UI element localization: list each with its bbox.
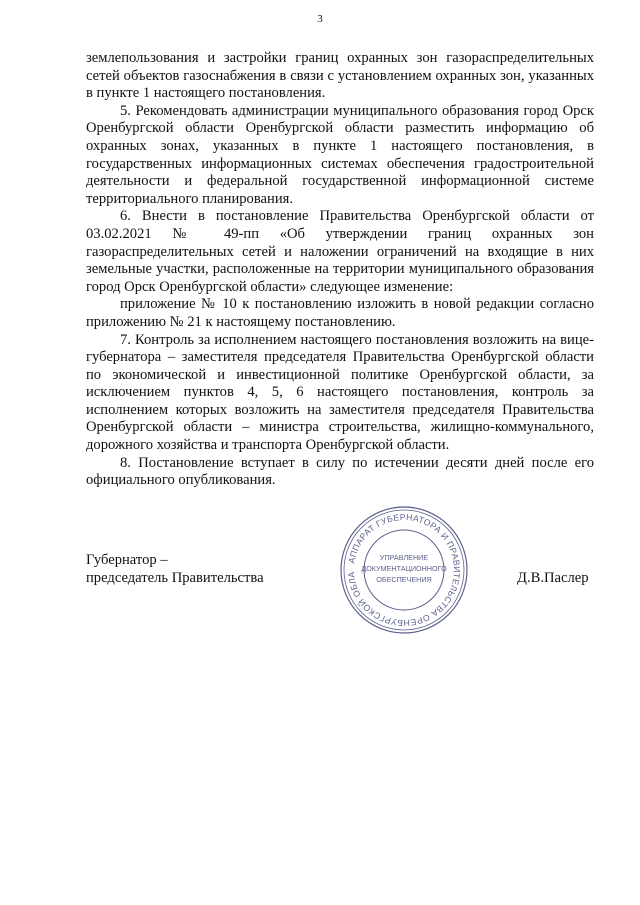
paragraph-continuation: землепользования и застройки границ охранных зон газораспределительных сетей объектов газоснабжения в связи с установлением охранных зон, указанных в пункте 1 настоящего постановления. xyxy=(86,50,594,102)
official-stamp xyxy=(338,504,470,636)
page-number: 3 xyxy=(317,13,323,25)
signatory-name: Д.В.Паслер xyxy=(517,570,589,586)
signatory-title-line-1: Губернатор – xyxy=(86,552,168,568)
paragraph-5: 5. Рекомендовать администрации муниципального образования город Орск Оренбургской области Оренбургской области разместить информацию об охранных зонах, указанных в пункте 1 настоящего постановления, в государственных информационных системах обеспечения градостроительной деятельности и федеральной государственной информационной системе территориального планирования. xyxy=(86,102,594,207)
stamp-center-line-1: УПРАВЛЕНИЕ xyxy=(379,553,429,562)
signatory-title xyxy=(86,552,264,587)
paragraph-6-subitem: приложение № 10 к постановлению изложить в новой редакции согласно приложению № 21 к настоящему постановлению. xyxy=(86,296,594,330)
document-body xyxy=(86,50,594,490)
stamp-center-line-3: ОБЕСПЕЧЕНИЯ xyxy=(376,575,432,584)
stamp-ring-text: АППАРАТ ГУБЕРНАТОРА И ПРАВИТЕЛЬСТВА ОРЕНБУРГСКОЙ ОБЛА xyxy=(345,511,463,629)
paragraph-8: 8. Постановление вступает в силу по истечении десяти дней после его официального опубликования. xyxy=(86,454,594,489)
paragraph-6: 6. Внести в постановление Правительства Оренбургской области от 03.02.2021 № 49-пп «Об утверждении границ охранных зон газораспределительных сетей и наложении ограничений на входящие в них земельные участки, расположенные на территории муниципального образования город Орск Оренбургской области» следующее изменение: xyxy=(86,208,594,295)
stamp-seal-graphic xyxy=(338,504,470,636)
stamp-center-line-2: ДОКУМЕНТАЦИОННОГО xyxy=(361,564,447,573)
signatory-title-line-2: председатель Правительства xyxy=(86,569,264,586)
paragraph-7: 7. Контроль за исполнением настоящего постановления возложить на вице-губернатора – заместителя председателя Правительства Оренбургской области по экономической и инвестиционной политике Оренбургской области, за исключением пунктов 4, 5, 6 настоящего постановления, контроль за исполнением которых возложить на заместителя председателя Правительства Оренбургской области – министра строительства, жилищно-коммунального, дорожного хозяйства и транспорта Оренбургской области. xyxy=(86,331,594,454)
